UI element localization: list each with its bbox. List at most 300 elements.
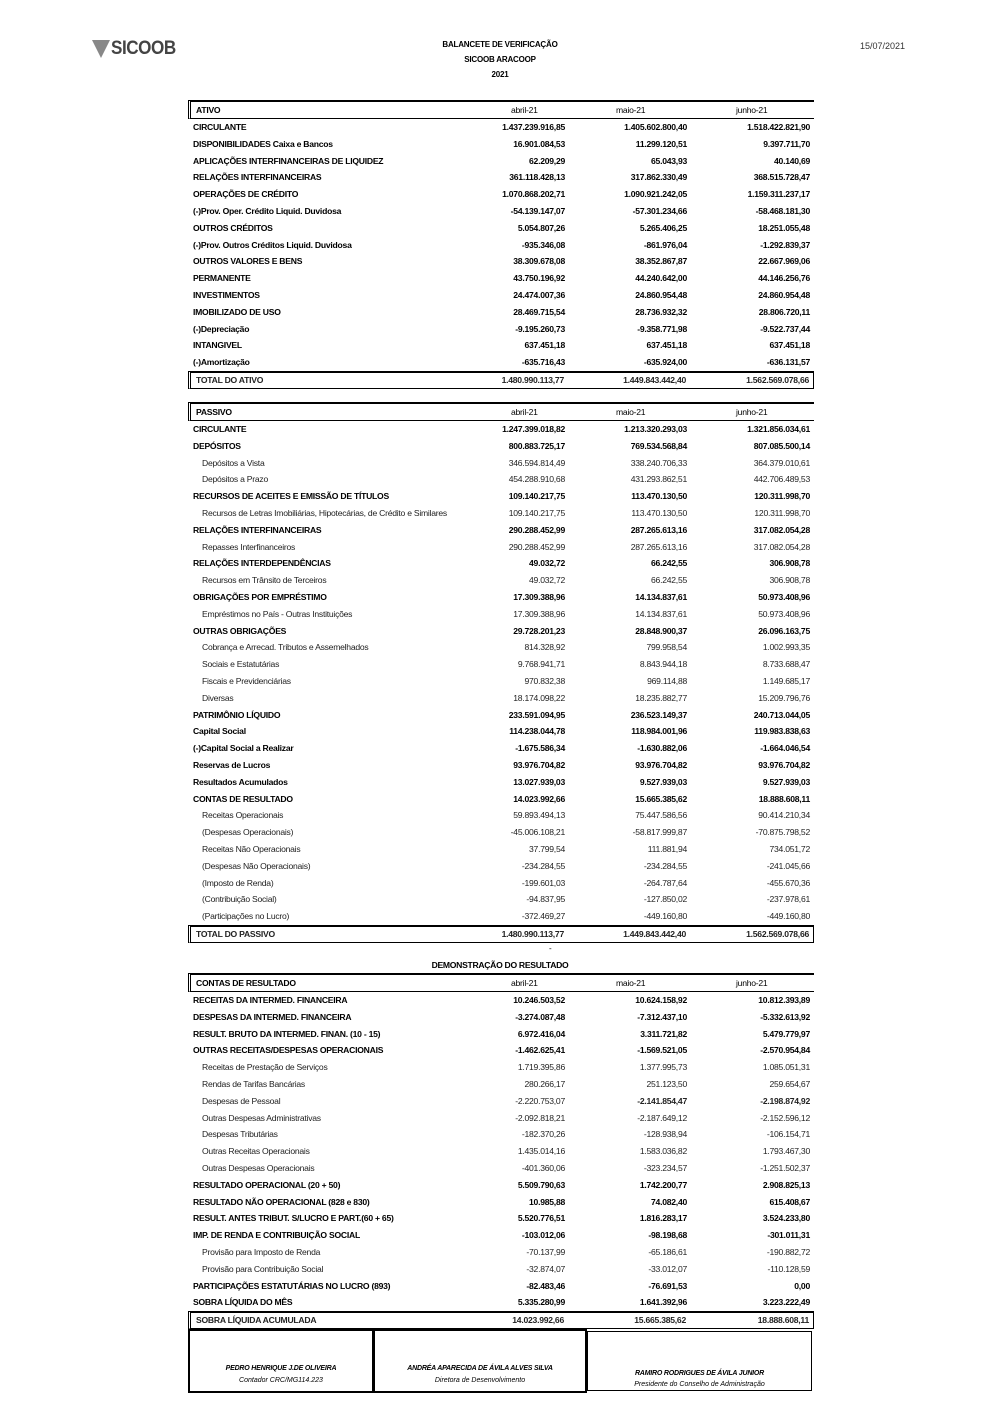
row-value: 28.736.932,32 (635, 306, 687, 317)
row-value: 29.728.201,23 (513, 625, 565, 636)
row-value: 5.509.790,63 (517, 1179, 565, 1190)
table-row (188, 522, 814, 539)
row-value: 75.447.586,56 (635, 810, 687, 821)
row-value: -455.670,36 (766, 877, 810, 888)
row-value: 368.515.728,47 (753, 172, 810, 183)
row-value: 454.288.910,68 (508, 474, 565, 485)
row-value: 14.023.992,66 (513, 793, 565, 804)
total-value: 1.562.569.078,66 (746, 374, 809, 385)
row-label: RECEITAS DA INTERMED. FINANCEIRA (193, 995, 348, 1005)
row-value: 240.713.044,05 (753, 709, 810, 720)
row-value: 18.251.055,48 (758, 222, 810, 233)
row-label: IMOBILIZADO DE USO (193, 306, 281, 317)
row-value: 13.027.939,03 (513, 776, 565, 787)
table-row (188, 1110, 814, 1127)
table-row (188, 992, 814, 1009)
row-label: (-)Prov. Oper. Crédito Liquid. Duvidosa (193, 205, 342, 216)
table-row (188, 471, 814, 488)
row-value: 1.816.283,17 (639, 1213, 687, 1224)
ativo-table (188, 100, 814, 389)
row-value: 290.288.452,99 (508, 524, 565, 535)
signature-box-presidente (586, 1331, 812, 1391)
row-value: 251.123,50 (646, 1078, 687, 1089)
table-header (188, 100, 814, 119)
row-value: 50.973.408,96 (758, 608, 810, 619)
row-label: Resultados Acumulados (193, 776, 288, 787)
row-value: -635.716,43 (521, 357, 565, 368)
table-row (188, 1059, 814, 1076)
separator: - (549, 944, 552, 953)
row-value: 8.843.944,18 (639, 659, 687, 670)
row-value: -106.154,71 (766, 1129, 810, 1140)
row-value: 5.054.807,26 (517, 222, 565, 233)
row-label: Receitas Operacionais (202, 810, 284, 821)
row-value: 44.146.256,76 (758, 273, 810, 284)
row-value: -234.284,55 (521, 860, 565, 871)
row-value: 38.309.678,08 (513, 256, 565, 267)
row-value: 28.469.715,54 (513, 306, 565, 317)
row-label: OBRIGAÇÕES POR EMPRÉSTIMO (193, 591, 327, 602)
table-row (188, 791, 814, 808)
row-value: -65.186,61 (648, 1246, 687, 1257)
row-label: RESULT. ANTES TRIBUT. S/LUCRO E PART.(60 + 65) (193, 1213, 394, 1224)
row-value: 65.043,93 (651, 155, 687, 166)
row-label: Cobrança e Arrecad. Tributos e Assemelhados (202, 642, 369, 653)
row-label: Recursos de Letras Imobiliárias, Hipotecárias, de Crédito e Similares (202, 507, 447, 518)
row-value: 10.812.393,89 (758, 995, 810, 1005)
row-label: INVESTIMENTOS (193, 289, 260, 300)
row-value: 1.793.467,30 (762, 1146, 810, 1157)
table-row (188, 757, 814, 774)
row-value: 11.299.120,51 (635, 138, 687, 149)
row-value: -1.664.046,54 (760, 743, 810, 754)
row-value: -401.360,06 (521, 1162, 565, 1173)
total-value: 1.480.990.113,77 (501, 374, 564, 385)
table-row (188, 690, 814, 707)
column-header: maio-21 (616, 978, 646, 988)
row-label: Empréstimos no País - Outras Instituições (202, 608, 353, 619)
column-header: maio-21 (616, 407, 646, 417)
table-header (188, 402, 814, 421)
row-value: 800.883.725,17 (508, 440, 565, 451)
row-value: 769.534.568,84 (630, 440, 687, 451)
row-value: -9.522.737,44 (760, 323, 810, 334)
row-value: 236.523.149,37 (630, 709, 687, 720)
row-value: 18.888.608,11 (758, 793, 810, 804)
row-label: Despesas de Pessoal (202, 1095, 281, 1106)
row-label: Reservas de Lucros (193, 759, 271, 770)
row-label: CIRCULANTE (193, 424, 247, 434)
row-value: 109.140.217,75 (508, 491, 565, 502)
dre-title: DEMONSTRAÇÃO DO RESULTADO (431, 960, 569, 970)
total-value: 15.665.385,62 (634, 1315, 686, 1326)
table-row (188, 572, 814, 589)
row-value: 290.288.452,99 (508, 541, 565, 552)
row-value: 24.860.954,48 (758, 289, 810, 300)
row-label: PATRIMÔNIO LÍQUIDO (193, 709, 281, 720)
table-row (188, 707, 814, 724)
row-value: -58.468.181,30 (755, 205, 810, 216)
header-label: CONTAS DE RESULTADO (196, 978, 296, 988)
table-row (188, 807, 814, 824)
table-row (188, 337, 814, 354)
table-row (188, 169, 814, 186)
row-value: 1.247.399.018,82 (502, 424, 565, 434)
row-value: 361.118.428,13 (509, 172, 565, 183)
row-value: -264.787,64 (643, 877, 687, 888)
row-value: -2.152.596,12 (760, 1112, 810, 1123)
table-row (188, 1227, 814, 1244)
row-value: -301.011,31 (767, 1230, 810, 1241)
row-value: -2.141.854,47 (637, 1095, 687, 1106)
table-row (188, 153, 814, 170)
total-row (188, 1311, 814, 1329)
row-value: 799.958,54 (646, 642, 687, 653)
row-value: -70.875.798,52 (755, 827, 810, 838)
row-value: -2.187.649,12 (637, 1112, 687, 1123)
row-value: 317.082.054,28 (753, 541, 810, 552)
table-row (188, 304, 814, 321)
row-value: -1.569.521,05 (637, 1045, 687, 1056)
row-value: 8.733.688,47 (762, 659, 810, 670)
row-value: 2.908.825,13 (762, 1179, 810, 1190)
table-row (188, 1278, 814, 1295)
row-label: RESULTADO OPERACIONAL (20 + 50) (193, 1179, 341, 1190)
row-value: 287.265.613,16 (630, 524, 687, 535)
table-row (188, 1143, 814, 1160)
row-value: 1.435.014,16 (517, 1146, 565, 1157)
row-value: 28.848.900,37 (635, 625, 687, 636)
table-row (188, 455, 814, 472)
row-value: -635.924,00 (643, 357, 687, 368)
row-label: Receitas Não Operacionais (202, 843, 301, 854)
row-value: 59.893.494,13 (513, 810, 565, 821)
row-value: -127.850,02 (643, 894, 687, 905)
total-value: 1.449.843.442,40 (623, 928, 686, 939)
logo-text: SICOOB (111, 38, 176, 59)
row-value: 9.527.939,03 (762, 776, 810, 787)
row-label: DEPÓSITOS (193, 440, 241, 451)
table-row (188, 505, 814, 522)
row-label: OPERAÇÕES DE CRÉDITO (193, 189, 299, 200)
row-label: Rendas de Tarifas Bancárias (202, 1078, 305, 1089)
row-value: 17.309.388,96 (513, 591, 565, 602)
row-value: -58.817.999,87 (632, 827, 687, 838)
row-value: 5.265.406,25 (639, 222, 687, 233)
entity-name: SICOOB ARACOOP (464, 55, 536, 64)
row-label: Provisão para Contribuição Social (202, 1263, 324, 1274)
row-value: 637.451,18 (769, 340, 810, 351)
report-year: 2021 (491, 70, 509, 79)
row-value: 364.379.010,61 (753, 457, 810, 468)
total-row (188, 371, 814, 389)
row-value: -32.874,07 (526, 1263, 565, 1274)
total-value: 1.562.569.078,66 (746, 928, 809, 939)
column-header: abril-21 (511, 407, 538, 417)
row-value: -323.234,57 (643, 1162, 687, 1173)
row-label: PERMANENTE (193, 273, 251, 284)
table-row (188, 824, 814, 841)
row-value: 90.414.210,34 (758, 810, 810, 821)
report-title: BALANCETE DE VERIFICAÇÃO (442, 40, 558, 49)
row-label: DISPONIBILIDADES Caixa e Bancos (193, 138, 333, 149)
table-row (188, 1194, 814, 1211)
column-header: maio-21 (616, 105, 646, 115)
row-label: Capital Social (193, 726, 246, 737)
row-value: -57.301.234,66 (632, 205, 687, 216)
row-value: 734.051,72 (769, 843, 810, 854)
row-value: -54.139.147,07 (510, 205, 565, 216)
table-row (188, 1126, 814, 1143)
row-value: 14.134.837,61 (635, 608, 687, 619)
row-label: OUTRAS RECEITAS/DESPESAS OPERACIONAIS (193, 1045, 384, 1056)
row-value: -199.601,03 (521, 877, 565, 888)
table-row (188, 1160, 814, 1177)
row-value: 16.901.084,53 (513, 138, 565, 149)
table-row (188, 539, 814, 556)
row-value: 1.405.602.800,40 (624, 122, 687, 132)
table-row (188, 1009, 814, 1026)
table-row (188, 119, 814, 136)
row-label: PARTICIPAÇÕES ESTATUTÁRIAS NO LUCRO (893) (193, 1280, 391, 1291)
row-label: (Participações no Lucro) (202, 911, 290, 922)
row-value: 66.242,55 (651, 558, 687, 569)
row-value: 3.223.222,49 (762, 1297, 810, 1308)
table-row (188, 438, 814, 455)
row-value: 807.085.500,14 (753, 440, 810, 451)
row-value: 43.750.196,92 (513, 273, 565, 284)
row-value: 317.862.330,49 (630, 172, 687, 183)
row-label: (Contribuição Social) (202, 894, 277, 905)
row-label: OUTROS VALORES E BENS (193, 256, 303, 267)
row-label: (-)Capital Social a Realizar (193, 743, 294, 754)
row-value: 38.352.867,87 (635, 256, 687, 267)
row-value: -9.195.260,73 (515, 323, 565, 334)
row-value: 93.976.704,82 (635, 759, 687, 770)
row-value: -241.045,66 (766, 860, 810, 871)
row-value: -110.128,59 (767, 1263, 810, 1274)
row-label: Recursos em Trânsito de Terceiros (202, 575, 327, 586)
table-row (188, 253, 814, 270)
row-label: RESULT. BRUTO DA INTERMED. FINAN. (10 - 15) (193, 1028, 381, 1039)
row-value: 1.641.392,96 (639, 1297, 687, 1308)
row-value: -861.976,04 (643, 239, 687, 250)
table-row (188, 354, 814, 371)
row-value: 114.238.044,78 (509, 726, 565, 737)
column-header: abril-21 (511, 105, 538, 115)
row-value: 5.335.280,99 (517, 1297, 565, 1308)
row-value: -3.274.087,48 (515, 1011, 565, 1022)
row-value: -5.332.613,92 (760, 1011, 810, 1022)
row-label: RESULTADO NÃO OPERACIONAL (828 e 830) (193, 1196, 370, 1207)
total-value: 18.888.608,11 (757, 1315, 809, 1326)
row-value: 93.976.704,82 (513, 759, 565, 770)
row-value: -2.570.954,84 (760, 1045, 810, 1056)
signature-box-diretora (373, 1329, 587, 1393)
row-value: 317.082.054,28 (753, 524, 810, 535)
row-value: 1.437.239.916,85 (502, 122, 565, 132)
row-value: 18.174.098,22 (513, 692, 565, 703)
table-row (188, 723, 814, 740)
row-value: 9.768.941,71 (517, 659, 565, 670)
table-row (188, 774, 814, 791)
table-row (188, 1210, 814, 1227)
row-label: OUTRAS OBRIGAÇÕES (193, 625, 287, 636)
row-label: (Imposto de Renda) (202, 877, 274, 888)
row-label: (-)Depreciação (193, 323, 250, 334)
row-value: -2.220.753,07 (515, 1095, 565, 1106)
table-row (188, 321, 814, 338)
table-row (188, 270, 814, 287)
row-label: (Despesas Operacionais) (202, 827, 294, 838)
row-value: -9.358.771,98 (637, 323, 687, 334)
row-value: -7.312.437,10 (637, 1011, 687, 1022)
row-label: Outras Receitas Operacionais (202, 1146, 310, 1157)
row-value: 5.520.776,51 (517, 1213, 565, 1224)
total-value: 1.449.843.442,40 (623, 374, 686, 385)
row-value: 18.235.882,77 (635, 692, 687, 703)
row-value: -449.160,80 (643, 911, 687, 922)
header-label: PASSIVO (196, 407, 232, 417)
table-row (188, 237, 814, 254)
row-value: 1.213.320.293,03 (624, 424, 687, 434)
row-value: -2.092.818,21 (515, 1112, 565, 1123)
row-value: 233.591.094,95 (508, 709, 565, 720)
row-value: 969.114,88 (647, 675, 687, 686)
row-value: 442.706.489,53 (753, 474, 810, 485)
row-value: 49.032,72 (529, 575, 565, 586)
row-value: 28.806.720,11 (758, 306, 810, 317)
row-value: -94.837,95 (526, 894, 565, 905)
table-row (188, 488, 814, 505)
row-value: 118.984.001,96 (631, 726, 687, 737)
table-row (188, 1177, 814, 1194)
signature-box-contador (188, 1329, 374, 1393)
row-value: 637.451,18 (646, 340, 687, 351)
row-value: -237.978,61 (766, 894, 810, 905)
report-date: 15/07/2021 (860, 41, 906, 51)
row-value: 111.881,94 (647, 843, 687, 854)
table-row (188, 136, 814, 153)
row-value: -1.292.839,37 (760, 239, 810, 250)
row-value: 14.134.837,61 (635, 591, 687, 602)
row-value: -103.012,06 (521, 1230, 565, 1241)
header-label: ATIVO (196, 105, 221, 115)
row-value: 3.524.233,80 (762, 1213, 810, 1224)
row-value: -45.006.108,21 (510, 827, 565, 838)
row-value: 109.140.217,75 (508, 507, 565, 518)
signature-name: PEDRO HENRIQUE J.DE OLIVEIRA (225, 1365, 337, 1372)
table-row (188, 841, 814, 858)
row-value: 306.908,78 (769, 575, 810, 586)
row-value: 24.860.954,48 (635, 289, 687, 300)
table-row (188, 858, 814, 875)
row-value: 66.242,55 (651, 575, 687, 586)
row-value: 62.209,29 (529, 155, 565, 166)
row-value: 637.451,18 (524, 340, 565, 351)
total-value: 1.480.990.113,77 (501, 928, 564, 939)
table-row (188, 740, 814, 757)
table-row (188, 639, 814, 656)
row-value: -2.198.874,92 (760, 1095, 810, 1106)
signature-role: Contador CRC/MG114.223 (239, 1377, 323, 1384)
row-value: 615.408,67 (769, 1196, 810, 1207)
row-value: -636.131,57 (766, 357, 810, 368)
row-value: 1.321.856.034,61 (747, 424, 810, 434)
row-value: 9.397.711,70 (763, 138, 810, 149)
dre-table (188, 973, 814, 1329)
table-row (188, 891, 814, 908)
row-value: 280.266,17 (524, 1078, 565, 1089)
total-value: 14.023.992,66 (512, 1315, 564, 1326)
table-row (188, 606, 814, 623)
row-label: DESPESAS DA INTERMED. FINANCEIRA (193, 1011, 352, 1022)
row-value: 6.972.416,04 (517, 1028, 565, 1039)
row-value: 259.654,67 (769, 1078, 810, 1089)
table-row (188, 421, 814, 438)
row-value: 9.527.939,03 (639, 776, 687, 787)
row-value: 10.624.158,92 (635, 995, 687, 1005)
row-value: 1.719.395,86 (517, 1062, 565, 1073)
row-value: 26.096.163,75 (758, 625, 810, 636)
row-label: RELAÇÕES INTERDEPENDÊNCIAS (193, 558, 331, 569)
row-value: 120.311.998,70 (754, 491, 810, 502)
signature-role: Diretora de Desenvolvimento (434, 1377, 526, 1384)
row-value: -1.675.586,34 (515, 743, 565, 754)
row-value: -182.370,26 (521, 1129, 565, 1140)
row-value: 93.976.704,82 (758, 759, 810, 770)
row-label: (-)Amortização (193, 357, 250, 368)
row-value: -128.938,94 (643, 1129, 687, 1140)
row-value: 17.309.388,96 (513, 608, 565, 619)
signature-name: ANDRÉA APARECIDA DE ÁVILA ALVES SILVA (407, 1365, 553, 1372)
row-value: 113.470.130,50 (631, 507, 687, 518)
row-label: Depósitos a Vista (202, 457, 265, 468)
row-value: -76.691,53 (648, 1280, 687, 1291)
signature-role: Presidente do Conselho de Administração (634, 1381, 765, 1388)
table-row (188, 656, 814, 673)
column-header: junho-21 (736, 407, 768, 417)
column-header: junho-21 (736, 105, 768, 115)
row-label: Outras Despesas Administrativas (202, 1112, 321, 1123)
row-label: CIRCULANTE (193, 122, 247, 132)
signature-name: RAMIRO RODRIGUES DE ÁVILA JUNIOR (634, 1370, 765, 1377)
row-value: 120.311.998,70 (754, 507, 810, 518)
row-value: 1.159.311.237,17 (747, 189, 810, 200)
row-label: Receitas de Prestação de Serviços (202, 1062, 328, 1073)
row-value: 37.799,54 (529, 843, 565, 854)
table-row (188, 1076, 814, 1093)
row-value: 1.070.868.202,71 (502, 189, 565, 200)
total-label: SOBRA LÍQUIDA ACUMULADA (196, 1315, 317, 1326)
row-value: -935.346,08 (521, 239, 565, 250)
row-label: Despesas Tributárias (202, 1129, 278, 1140)
row-value: 74.082,40 (651, 1196, 687, 1207)
row-value: 1.377.995,73 (639, 1062, 687, 1073)
table-row (188, 1093, 814, 1110)
row-label: APLICAÇÕES INTERFINANCEIRAS DE LIQUIDEZ (193, 155, 384, 166)
row-label: SOBRA LÍQUIDA DO MÊS (193, 1297, 293, 1308)
row-label: RECURSOS DE ACEITES E EMISSÃO DE TÍTULOS (193, 491, 389, 502)
table-row (188, 1261, 814, 1278)
table-row (188, 589, 814, 606)
row-value: -372.469,27 (521, 911, 565, 922)
row-label: Provisão para Imposto de Renda (202, 1246, 321, 1257)
table-row (188, 875, 814, 892)
row-value: 1.518.422.821,90 (747, 122, 810, 132)
row-value: 15.209.796,76 (758, 692, 810, 703)
row-value: 1.583.036,82 (639, 1146, 687, 1157)
